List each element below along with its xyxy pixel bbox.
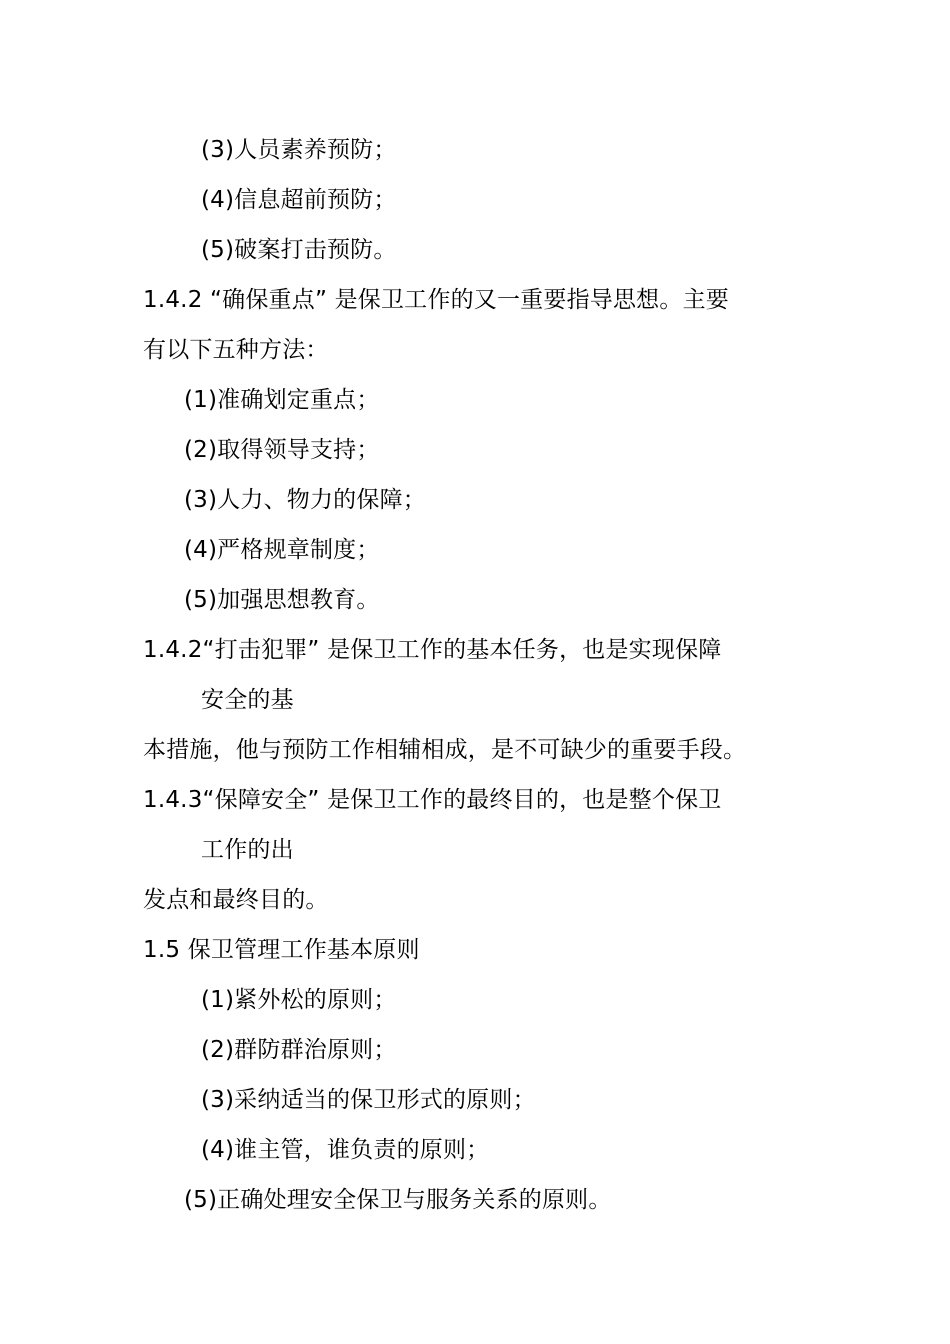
principle-item-1: (1)紧外松的原则； [201, 987, 397, 1013]
principle-item-5: (5)正确处理安全保卫与服务关系的原则。 [184, 1187, 612, 1213]
method-item-1: (1)准确划定重点； [184, 387, 380, 413]
section-ensure-safety-continuation: 发点和最终目的。 [143, 887, 329, 913]
section-heading-1-5: 1.5 保卫管理工作基本原则 [143, 937, 420, 963]
section-fight-crime-continuation: 本措施，他与预防工作相辅相成，是不可缺少的重要手段。 [143, 737, 747, 763]
section-1-4-3-ensure-safety: 1.4.3“保障安全” 是保卫工作的最终目的，也是整个保卫 [143, 787, 722, 813]
section-fight-crime-wrap: 安全的基 [201, 687, 294, 713]
section-ensure-safety-wrap: 工作的出 [201, 837, 294, 863]
list-item-5-case-solving: (5)破案打击预防。 [201, 237, 397, 263]
principle-item-3: (3)采纳适当的保卫形式的原则； [201, 1087, 536, 1113]
section-1-4-2-ensure-key-points: 1.4.2 “确保重点” 是保卫工作的又一重要指导思想。主要 [143, 287, 729, 313]
principle-item-2: (2)群防群治原则； [201, 1037, 397, 1063]
principle-item-4: (4)谁主管，谁负责的原则； [201, 1137, 490, 1163]
method-item-2: (2)取得领导支持； [184, 437, 380, 463]
list-item-4-information: (4)信息超前预防； [201, 187, 397, 213]
section-continuation-methods: 有以下五种方法： [143, 337, 329, 363]
section-1-4-2-fight-crime: 1.4.2“打击犯罪” 是保卫工作的基本任务，也是实现保障 [143, 637, 722, 663]
method-item-4: (4)严格规章制度； [184, 537, 380, 563]
method-item-5: (5)加强思想教育。 [184, 587, 380, 613]
method-item-3: (3)人力、物力的保障； [184, 487, 426, 513]
list-item-3-personnel: (3)人员素养预防； [201, 137, 397, 163]
